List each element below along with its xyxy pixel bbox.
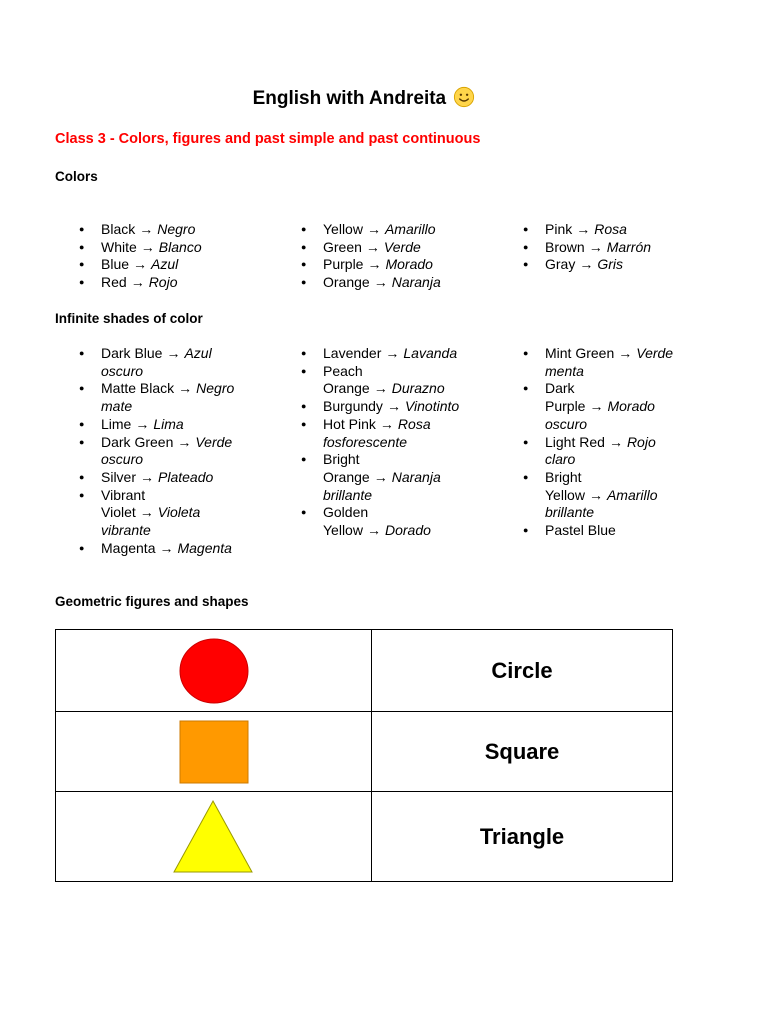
shape-cell	[56, 712, 372, 792]
list-item	[523, 239, 693, 257]
square-shape	[178, 719, 250, 785]
arrow-icon: →	[385, 345, 400, 361]
spanish-translation: Dorado	[384, 522, 431, 539]
arrow-icon: →	[366, 522, 381, 539]
list-item	[301, 416, 461, 451]
list-item	[301, 345, 461, 363]
arrow-icon: →	[140, 468, 155, 485]
triangle-shape	[173, 799, 255, 875]
colors-list-2	[301, 221, 471, 292]
list-item	[523, 469, 683, 522]
table-row	[56, 792, 673, 882]
spanish-translation: Rojo claro	[545, 433, 656, 468]
english-word: Bright Yellow	[545, 468, 585, 503]
colors-list-1	[79, 221, 249, 292]
arrow-icon: →	[579, 256, 594, 273]
english-word: Pink	[545, 221, 573, 237]
english-word: Peach Orange	[323, 362, 370, 397]
spanish-translation: Blanco	[158, 238, 202, 255]
shape-cell	[56, 792, 372, 882]
list-item	[301, 363, 461, 398]
figures-table	[55, 629, 673, 882]
list-item	[301, 221, 471, 239]
english-word: Matte Black	[101, 380, 175, 397]
list-item	[301, 274, 471, 292]
list-item	[79, 540, 241, 558]
spanish-translation: Verde	[383, 238, 421, 255]
arrow-icon: →	[139, 504, 154, 521]
arrow-icon: →	[608, 433, 623, 450]
spanish-translation: Rojo	[148, 274, 178, 291]
english-word: Lime	[101, 415, 132, 432]
list-item	[79, 221, 249, 239]
spanish-translation: Durazno	[391, 380, 445, 397]
list-item	[79, 434, 241, 469]
english-word: Dark Blue	[101, 345, 163, 361]
english-word: White	[101, 238, 137, 255]
shades-list-1	[79, 345, 241, 557]
arrow-icon: →	[178, 380, 193, 397]
english-word: Magenta	[101, 539, 156, 556]
spanish-translation: Rosa fosforescente	[323, 415, 431, 450]
english-word: Lavender	[323, 345, 382, 361]
list-item	[79, 345, 241, 380]
spanish-translation: Vinotinto	[404, 398, 460, 415]
list-item	[79, 256, 249, 274]
arrow-icon: →	[177, 433, 192, 450]
figure-name: Circle	[372, 630, 673, 712]
spanish-translation: Negro	[157, 221, 196, 237]
english-word: Brown	[545, 238, 585, 255]
figure-name: Square	[372, 712, 673, 792]
english-word: Golden Yellow	[323, 504, 369, 539]
arrow-icon: →	[588, 238, 603, 255]
english-word: Pastel Blue	[545, 522, 616, 539]
list-item	[523, 345, 683, 380]
smiley-icon	[453, 86, 475, 108]
list-item	[523, 380, 683, 433]
arrow-icon: →	[130, 274, 145, 291]
english-word: Blue	[101, 256, 130, 273]
list-item	[79, 380, 241, 415]
list-item	[523, 256, 693, 274]
spanish-translation: Azul	[151, 256, 179, 273]
english-word: Red	[101, 274, 127, 291]
arrow-icon: →	[366, 221, 381, 237]
english-word: Yellow	[323, 221, 363, 237]
english-word: Light Red	[545, 433, 605, 450]
title-text: English with Andreita	[252, 88, 447, 109]
spanish-translation: Gris	[597, 256, 624, 273]
english-word: Hot Pink	[323, 415, 376, 432]
spanish-translation: Lima	[153, 415, 184, 432]
arrow-icon: →	[618, 345, 633, 361]
list-item	[523, 522, 683, 540]
shades-heading: Infinite shades of color	[55, 311, 203, 326]
spanish-translation: Violeta vibrante	[101, 504, 201, 539]
spanish-translation: Verde menta	[545, 345, 674, 379]
spanish-translation: Azul oscuro	[101, 345, 212, 379]
list-item	[301, 239, 471, 257]
table-row	[56, 630, 673, 712]
figure-name: Triangle	[372, 792, 673, 882]
table-row	[56, 712, 673, 792]
english-word: Orange	[323, 274, 370, 291]
list-item	[79, 487, 241, 540]
spanish-translation: Plateado	[158, 468, 214, 485]
spanish-translation: Naranja	[391, 274, 441, 291]
english-word: Dark Green	[101, 433, 174, 450]
arrow-icon: →	[166, 345, 181, 361]
arrow-icon: →	[140, 238, 155, 255]
english-word: Black	[101, 221, 136, 237]
spanish-translation: Rosa	[594, 221, 627, 237]
list-item	[79, 469, 241, 487]
arrow-icon: →	[386, 398, 401, 415]
spanish-translation: Negro mate	[101, 380, 235, 415]
spanish-translation: Magenta	[177, 539, 232, 556]
colors-heading: Colors	[55, 169, 98, 184]
list-item	[79, 416, 241, 434]
spanish-translation: Lavanda	[403, 345, 458, 361]
english-word: Silver	[101, 468, 137, 485]
english-word: Vibrant Violet	[101, 486, 146, 521]
figures-heading: Geometric figures and shapes	[55, 594, 249, 609]
arrow-icon: →	[588, 486, 603, 503]
shades-list-3	[523, 345, 683, 540]
spanish-translation: Marrón	[606, 238, 652, 255]
english-word: Mint Green	[545, 345, 615, 361]
list-item	[79, 239, 249, 257]
arrow-icon: →	[373, 274, 388, 291]
list-item	[301, 451, 461, 504]
arrow-icon: →	[365, 238, 380, 255]
arrow-icon: →	[139, 221, 154, 237]
english-word: Green	[323, 238, 362, 255]
spanish-translation: Amarillo brillante	[545, 486, 658, 521]
spanish-translation: Morado	[385, 256, 433, 273]
arrow-icon: →	[159, 539, 174, 556]
english-word: Dark Purple	[545, 380, 586, 415]
arrow-icon: →	[135, 415, 150, 432]
spanish-translation: Verde oscuro	[101, 433, 233, 468]
arrow-icon: →	[373, 380, 388, 397]
document-title	[0, 86, 728, 110]
arrow-icon: →	[379, 415, 394, 432]
arrow-icon: →	[576, 221, 591, 237]
list-item	[523, 221, 693, 239]
list-item	[301, 398, 461, 416]
english-word: Burgundy	[323, 398, 383, 415]
english-word: Purple	[323, 256, 364, 273]
arrow-icon: →	[133, 256, 148, 273]
colors-list-3	[523, 221, 693, 274]
list-item	[523, 434, 683, 469]
list-item	[301, 504, 461, 539]
shades-list-2	[301, 345, 461, 540]
english-word: Gray	[545, 256, 576, 273]
arrow-icon: →	[589, 398, 604, 415]
spanish-translation: Naranja brillante	[323, 468, 441, 503]
list-item	[301, 256, 471, 274]
spanish-translation: Amarillo	[384, 221, 436, 237]
shape-cell	[56, 630, 372, 712]
english-word: Bright Orange	[323, 451, 370, 485]
spanish-translation: Morado oscuro	[545, 398, 655, 432]
list-item	[79, 274, 249, 292]
arrow-icon: →	[367, 256, 382, 273]
circle-shape	[178, 636, 250, 706]
class-heading: Class 3 - Colors, figures and past simple and past continuous	[55, 131, 481, 147]
arrow-icon: →	[373, 468, 388, 485]
